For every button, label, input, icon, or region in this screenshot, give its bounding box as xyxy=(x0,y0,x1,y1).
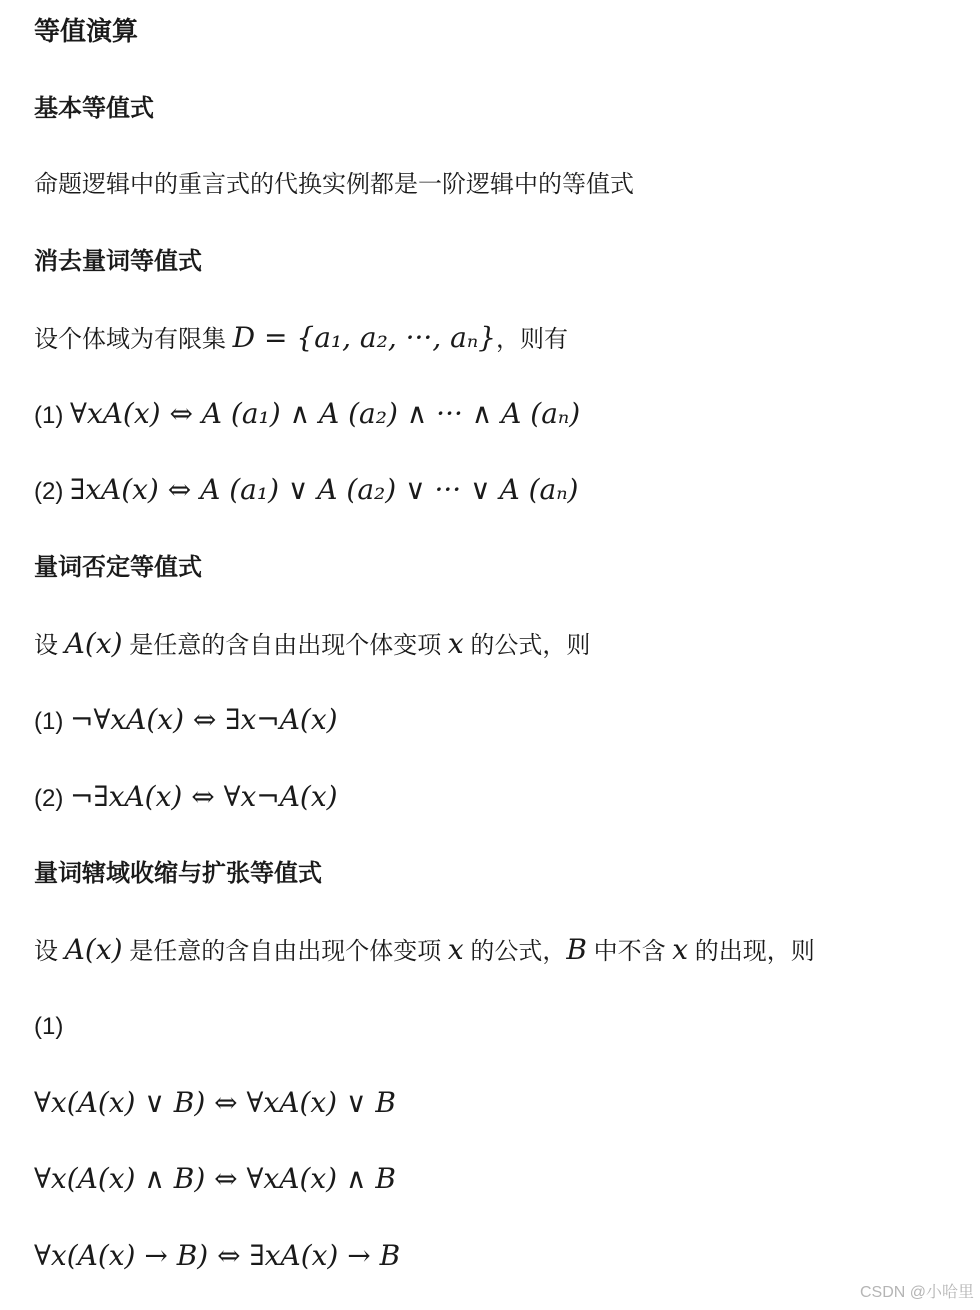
intro-formula: A(x) xyxy=(64,933,123,966)
intro-text: 设 xyxy=(34,632,65,659)
intro-text: 是任意的含自由出现个体变项 xyxy=(122,632,448,659)
formula: ∃xA(x) ⇔ A (a₁) ∨ A (a₂) ∨ ··· ∨ A (aₙ) xyxy=(70,473,579,506)
eliminate-quantifier-intro xyxy=(34,321,568,357)
formula: ∀x(A(x) ∧ B) ⇔ ∀xA(x) ∧ B xyxy=(34,1162,396,1195)
intro-text: 的公式， xyxy=(463,938,567,965)
formula: ∀x(A(x) → B) ⇔ ∃xA(x) → B xyxy=(34,1239,401,1272)
intro-text: 的出现，则 xyxy=(688,938,815,965)
intro-formula: D = {a₁, a₂, ···, aₙ} xyxy=(232,321,496,354)
intro-variable: x xyxy=(447,933,464,966)
formula-label: (2) xyxy=(34,478,70,505)
page-title: 等值演算 xyxy=(34,16,139,46)
intro-formula: A(x) xyxy=(64,627,123,660)
quantifier-negation-intro xyxy=(34,627,590,663)
basic-equivalence-text: 命题逻辑中的重言式的代换实例都是一阶逻辑中的等值式 xyxy=(34,171,634,198)
formula-row xyxy=(34,473,578,509)
formula-label: (1) xyxy=(34,402,70,429)
formula: ∀x(A(x) ∨ B) ⇔ ∀xA(x) ∨ B xyxy=(34,1086,396,1119)
formula-label: (1) xyxy=(34,708,70,735)
formula-label: (1) xyxy=(34,1013,64,1040)
watermark: CSDN @小哈里 xyxy=(859,1284,974,1301)
scope-equivalence-intro xyxy=(34,933,815,969)
intro-text: ，则有 xyxy=(496,326,568,353)
formula-row xyxy=(34,703,338,739)
heading-quantifier-negation: 量词否定等值式 xyxy=(34,554,202,581)
heading-eliminate-quantifier: 消去量词等值式 xyxy=(34,248,202,275)
intro-formula: B xyxy=(566,933,587,966)
formula-label: (2) xyxy=(34,785,70,812)
intro-text: 设个体域为有限集 xyxy=(34,326,233,353)
intro-variable: x xyxy=(672,933,689,966)
formula: ¬∃xA(x) ⇔ ∀x¬A(x) xyxy=(70,780,338,813)
intro-text: 的公式，则 xyxy=(463,632,591,659)
heading-scope-equivalence: 量词辖域收缩与扩张等值式 xyxy=(34,860,322,887)
formula-row xyxy=(34,780,338,816)
intro-variable: x xyxy=(447,627,464,660)
heading-basic-equivalence: 基本等值式 xyxy=(34,95,154,122)
intro-text: 设 xyxy=(34,938,65,965)
intro-text: 中不含 xyxy=(586,938,673,965)
formula: ¬∀xA(x) ⇔ ∃x¬A(x) xyxy=(70,703,338,736)
intro-text: 是任意的含自由出现个体变项 xyxy=(122,938,448,965)
formula: ∀xA(x) ⇔ A (a₁) ∧ A (a₂) ∧ ··· ∧ A (aₙ) xyxy=(70,397,581,430)
formula-row xyxy=(34,397,580,433)
